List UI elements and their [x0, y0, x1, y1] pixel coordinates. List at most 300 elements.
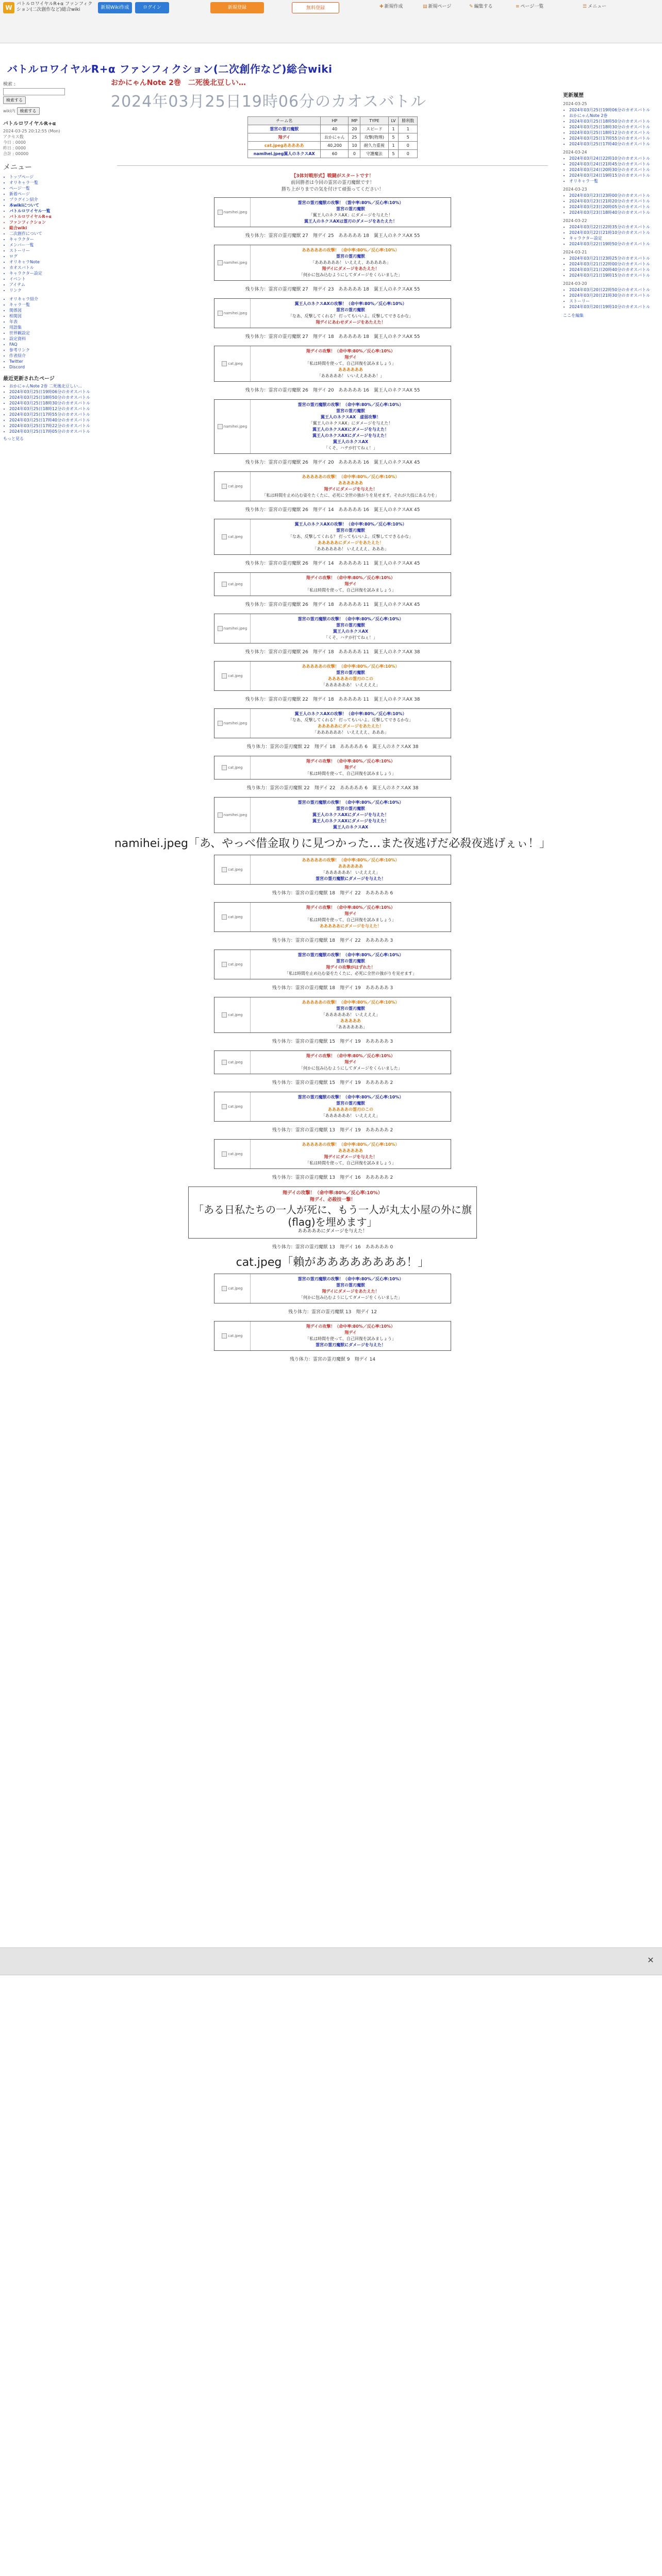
right-sidebar [563, 91, 656, 318]
action-line: 翔デイの攻撃！（命中率:80%／反心率:10%） [306, 1054, 395, 1058]
recent-page-link[interactable]: • 2024年03月25日17時40分のカオスバトル [9, 417, 101, 423]
broken-image-icon [222, 1104, 227, 1109]
recent-page-link[interactable]: • 2024年03月25日19時06分のカオスバトル [9, 389, 101, 395]
action-line: 翼王人のネクスAXにダメージを与えた！ [312, 433, 389, 438]
action-line: 霊宮の霊刃魔獣の攻撃！（命中率:80%／反心率:10%） [297, 953, 404, 957]
turn-status: 残り体力：霊宮の霊刃魔獣 26 翔デイ 14 あああああ 16 翼王人のネクスAX 45 [245, 507, 420, 513]
action-line: 霊宮の霊刃魔獣 [336, 1006, 365, 1011]
action-line: 「なあ、反撃してくれる？ 打ってもいいよ。反撃してできるかな」 [288, 534, 413, 539]
history-group [563, 193, 656, 215]
action-text [251, 1140, 451, 1168]
recent-page-link[interactable]: • 2024年03月25日17時55分のカオスバトル [9, 412, 101, 417]
broken-image-icon [222, 484, 227, 489]
history-date: 2024-03-21 [563, 250, 587, 255]
action-text [251, 662, 451, 690]
character-image [214, 1274, 251, 1303]
character-image [214, 198, 251, 227]
action-line: 翼王人のネクスAX [333, 825, 369, 829]
more-link[interactable]: もっと見る [3, 436, 24, 441]
col-wins: 勝利数 [399, 117, 418, 125]
action-text [251, 1321, 451, 1350]
menu-item[interactable]: • 新着ページ [9, 191, 101, 197]
special-attack-quote: 「ある日私たちの一人が死に、もう一人が丸太小屋の外に旗(flag)を埋めます」 [193, 1204, 472, 1228]
action-text [251, 709, 451, 738]
divider [117, 165, 548, 166]
action-line: あああああの攻撃！（命中率:80%／反心率:10%） [302, 858, 400, 862]
action-line: 霊宮の霊刃魔獣 [336, 959, 365, 963]
history-link[interactable]: • 2024年03月22日19時50分のカオスバトル [569, 241, 656, 247]
action-box [214, 1050, 451, 1074]
table-cell: 5 [388, 150, 399, 158]
table-cell: 1 [399, 125, 418, 133]
history-date: 2024-03-24 [563, 150, 587, 155]
action-text [251, 245, 451, 280]
close-icon[interactable]: ✕ [647, 1955, 654, 1965]
action-line: 翔デイ [344, 911, 357, 916]
sub-menu-list [3, 296, 101, 370]
action-line: 翔デイの攻撃！（命中率:80%／反心率:10%） [306, 349, 395, 353]
action-box [214, 902, 451, 932]
action-text [251, 198, 451, 227]
menu-item[interactable]: • トップページ [9, 174, 101, 180]
action-line: 霊宮の霊刃魔獣 [336, 1101, 365, 1106]
history-link[interactable]: • 2024年03月20日22時50分のカオスバトル [569, 287, 656, 293]
action-line: 霊宮の霊刃魔獣にダメージを与えた！ [316, 1343, 386, 1347]
turn-status: 残り体力：霊宮の霊刃魔獣 18 翔デイ 22 あああああ 3 [272, 938, 393, 943]
action-line: 「ああああああ」 [334, 1025, 367, 1029]
menu-item[interactable]: • イベント [9, 276, 101, 282]
action-line: あああああの攻撃！（命中率:80%／反心率:10%） [302, 664, 400, 669]
character-image [214, 662, 251, 690]
character-image [214, 472, 251, 501]
action-line: 翔デイにダメージを与えた！ [324, 487, 377, 492]
update-history-list [563, 101, 656, 310]
image-alt-text: cat.jpeg [228, 1060, 243, 1064]
history-link[interactable]: • 2024年03月21日19時15分のカオスバトル [569, 273, 656, 278]
recent-page-link[interactable]: • 2024年03月25日18時12分のカオスバトル [9, 406, 101, 412]
menu-menu[interactable]: ☰ メニュー [583, 4, 607, 9]
history-link[interactable]: • 2024年03月20日21時30分のカオスバトル [569, 293, 656, 298]
team-name-cell[interactable]: 霊宮の霊刃魔獣 [248, 125, 321, 133]
turn-status: 残り体力：霊宮の霊刃魔獣 13 翔デイ 16 あああああ 0 [272, 1245, 393, 1250]
start-line-3: 勝ち上がりまでの気を付けて頑張ってください！ [281, 187, 384, 192]
menu-new[interactable]: ✚ 新規作成 [379, 4, 403, 9]
menu-heading: メニュー [3, 163, 32, 172]
site-logo-icon[interactable]: W [3, 2, 14, 13]
table-row [248, 133, 418, 142]
image-alt-text: cat.jpeg [228, 1334, 243, 1338]
action-text [251, 950, 451, 979]
action-text [251, 1092, 451, 1121]
sub-menu-item[interactable]: • 関係図 [9, 308, 101, 313]
action-line: 翔デイの攻撃！（命中率:80%／反心率:10%） [306, 575, 395, 580]
history-group [563, 107, 656, 147]
character-image [214, 1051, 251, 1074]
action-line: 翔デイ [344, 582, 357, 586]
action-text [251, 855, 451, 884]
pencil-icon: ✎ [469, 4, 473, 9]
action-line: 「ああああああ！ いええええ」 [321, 1012, 380, 1017]
menu-page-list[interactable]: ≡ ページ一覧 [516, 4, 544, 9]
history-link[interactable]: • ストーリー [569, 298, 656, 304]
turn-status: 残り体力：霊宮の霊刃魔獣 27 翔デイ 18 あああああ 18 翼王人のネクスAX 55 [245, 334, 420, 340]
main-content [106, 77, 559, 1368]
action-line: 「ああああああ！ いええええ」 [321, 1113, 380, 1118]
action-line: 霊宮の霊刃魔獣 [336, 254, 365, 259]
turn-status: 残り体力：霊宮の霊刃魔獣 27 翔デイ 25 あああああ 18 翼王人のネクスAX 55 [245, 233, 420, 239]
broken-image-icon [222, 673, 227, 679]
broken-image-icon [218, 812, 223, 818]
action-text [251, 903, 451, 931]
ad-overlay-bar [0, 1947, 662, 1975]
menu-item[interactable]: • カオスバトル [9, 265, 101, 270]
team-name-cell[interactable]: cat.jpegあああああ [248, 142, 321, 150]
col-team: チーム名 [248, 117, 321, 125]
broken-image-icon [218, 721, 223, 726]
character-image [214, 1092, 251, 1121]
table-cell: 60 [321, 150, 349, 158]
table-cell: 5 [399, 133, 418, 142]
character-image [214, 245, 251, 280]
action-text [251, 299, 451, 328]
history-link[interactable]: • キャラクター設定 [569, 235, 656, 241]
update-history-heading: 更新履歴 [563, 93, 584, 98]
turn-status: 残り体力：霊宮の霊刃魔獣 18 翔デイ 19 あああああ 3 [272, 986, 393, 991]
action-text [251, 1274, 451, 1303]
action-line: 霊宮の霊刃魔獣 [336, 806, 365, 811]
broken-image-icon [222, 1286, 227, 1291]
team-name-cell[interactable]: 翔デイ [248, 133, 321, 142]
history-link[interactable]: • 2024年03月24日22時10分のカオスバトル [569, 156, 656, 161]
free-register-button[interactable]: 無料登録 [292, 2, 339, 13]
character-image [214, 1321, 251, 1350]
menu-item[interactable]: • ページ一覧 [9, 185, 101, 191]
status-table [247, 116, 418, 158]
action-line: あああああの攻撃！（命中率:80%／反心率:10%） [302, 474, 400, 479]
character-image [214, 709, 251, 738]
action-text [251, 519, 451, 554]
action-box [214, 756, 451, 779]
action-box [214, 1092, 451, 1122]
special-attack-box [188, 1187, 477, 1239]
login-button[interactable]: ログイン [135, 2, 169, 13]
image-alt-text: namihei.jpeg [223, 210, 247, 214]
action-line: 霊宮の霊刃魔獣 [336, 1283, 365, 1287]
action-line: 翼王人のネクスAX 虚弱攻撃！ [320, 415, 381, 419]
menu-item[interactable]: • ファンフィクション [9, 219, 101, 225]
create-wiki-button[interactable]: 新規Wiki作成 [98, 2, 132, 13]
menu-item[interactable]: • バトルロワイヤル一覧 [9, 208, 101, 214]
action-box [214, 399, 451, 454]
access-yesterday: 昨日 : 0000 [3, 146, 26, 150]
action-line: 翔デイの攻撃！（命中率:80%／反心率:10%） [306, 1324, 395, 1329]
action-line: 霊宮の霊刃魔獣の攻撃！（命中率:80%／反心率:10%） [297, 402, 404, 407]
edit-here-link[interactable]: ここを編集 [563, 313, 584, 318]
menu-item[interactable]: • 二次創作について [9, 231, 101, 236]
history-group [563, 287, 656, 310]
sub-menu-item[interactable]: • FAQ [9, 342, 101, 347]
broken-image-icon [218, 260, 223, 265]
character-image [214, 997, 251, 1032]
action-line: あああああにダメージを与えた！ [320, 924, 382, 928]
history-link[interactable]: • 2024年03月23日21時20分のカオスバトル [569, 198, 656, 204]
menu-list [3, 174, 101, 293]
broken-image-icon [218, 311, 223, 316]
action-box [214, 997, 451, 1033]
action-line: 「ああああああ！ いええええ、あああ」 [312, 730, 389, 735]
image-alt-text: cat.jpeg [228, 915, 243, 919]
sub-menu-item[interactable]: • 相関図 [9, 313, 101, 319]
broken-image-icon [222, 867, 227, 872]
menu-item[interactable]: • オリキャラNote [9, 259, 101, 265]
menu-new-page[interactable]: ▤ 新規ページ [423, 4, 452, 9]
table-cell: おかにゃん [321, 133, 349, 142]
history-link[interactable]: • 2024年03月21日22時00分のカオスバトル [569, 261, 656, 267]
action-line: 翔デイの攻撃がはずれた！ [326, 965, 375, 970]
history-link[interactable]: • 2024年03月25日18時30分のカオスバトル [569, 124, 656, 130]
history-link[interactable]: • 2024年03月21日20時40分のカオスバトル [569, 267, 656, 273]
action-line: 翔デイにダメージをあたえた！ [322, 266, 379, 271]
broken-image-icon [222, 1012, 227, 1018]
action-line: 「私は時間を使って、自己回復を試みましょう」 [305, 1161, 396, 1165]
turn-status: 残り体力：霊宮の霊刃魔獣 26 翔デイ 20 あああああ 16 翼王人のネクスAX 55 [245, 388, 420, 393]
turn-status: 残り体力：霊宮の霊刃魔獣 13 翔デイ 19 あああああ 2 [272, 1128, 393, 1133]
action-line: 翼王人のネクスAXにダメージを与えた！ [312, 819, 389, 823]
image-alt-text: cat.jpeg [228, 582, 243, 586]
history-link[interactable]: • 2024年03月22日22時35分のカオスバトル [569, 224, 656, 230]
start-line-1: 【3体対戦形式】戦闘がスタートです！ [291, 174, 374, 179]
menu-item[interactable]: • プラグイン紹介 [9, 197, 101, 202]
action-line: 「私は時間を止め込む姿をたくたに、必死に全世の強がりを見せます。それが大技にある力を」 [262, 493, 439, 498]
col-lv: LV [388, 117, 399, 125]
table-cell: 40 [321, 125, 349, 133]
menu-item[interactable]: • 本wikiについて [9, 202, 101, 208]
history-link[interactable]: • 2024年03月23日20時05分のカオスバトル [569, 204, 656, 210]
menu-item[interactable]: • オリキャラ一覧 [9, 180, 101, 185]
history-link[interactable]: • オリキャラ一覧 [569, 178, 656, 184]
action-line: 「ああああああ！ いええええ」 [321, 683, 380, 687]
image-alt-text: cat.jpeg [228, 484, 243, 488]
broken-image-icon [222, 1060, 227, 1065]
action-box [214, 572, 451, 596]
recent-pages-list [3, 383, 101, 434]
action-line: 「私は時間を使って、自己回復を試みましょう」 [305, 771, 396, 776]
action-line: 「くそ、ハテが打てねぇ！」 [324, 635, 377, 640]
menu-item[interactable]: • アイテム [9, 282, 101, 287]
action-line: 翔デイにダメージを与えた！ [324, 1155, 377, 1159]
menu-item[interactable]: • バトルロワイヤルR+α [9, 214, 101, 219]
menu-item[interactable]: • ストーリー [9, 248, 101, 253]
special-quote: cat.jpeg「賴がああああああああ！」 [236, 1256, 429, 1269]
action-line: あああああの霊刃のこの [328, 676, 373, 681]
history-group [563, 156, 656, 184]
action-line: あああああにダメージをあたえた！ [318, 540, 384, 545]
sub-menu-item[interactable]: • 世界観設定 [9, 330, 101, 336]
history-link[interactable]: • 2024年03月25日17時40分のカオスバトル [569, 141, 656, 147]
history-link[interactable]: • 2024年03月25日18時50分のカオスバトル [569, 118, 656, 124]
turn-status: 残り体力：霊宮の霊刃魔獣 26 翔デイ 18 あああああ 11 翼王人のネクスAX 45 [245, 602, 420, 607]
image-alt-text: cat.jpeg [228, 1013, 243, 1017]
action-line: 翔デイにあわせダメージをあたえた！ [316, 320, 386, 325]
action-line: 「なあ、反撃してくれる？ 打ってもいいよ。反撃してできるかな」 [288, 314, 413, 318]
recent-page-link[interactable]: • 2024年03月25日17時22分のカオスバトル [9, 423, 101, 429]
broken-image-icon [222, 914, 227, 920]
action-line: 「くそ、ハテが打てねぇ！」 [324, 446, 377, 450]
history-link[interactable]: • 2024年03月24日21時45分のカオスバトル [569, 161, 656, 167]
sub-menu-item[interactable]: • 用語集 [9, 325, 101, 330]
action-line: 「翼王人のネクスAX」にダメージを与えた！ [308, 421, 393, 426]
top-bar [0, 0, 662, 43]
broken-image-icon [222, 582, 227, 587]
history-link[interactable]: • 2024年03月25日17時55分のカオスバトル [569, 135, 656, 141]
action-line: 「私は時間を止め込む姿をたくたに、必死に全世の強がりを見せます」 [285, 971, 417, 976]
search-input[interactable] [3, 88, 65, 95]
sub-menu-item[interactable]: • Twitter [9, 359, 101, 364]
table-row [248, 142, 418, 150]
recent-page-link[interactable]: • 2024年03月25日18時50分のカオスバトル [9, 395, 101, 400]
search-button-2[interactable]: 検索する [17, 107, 40, 115]
character-image [214, 299, 251, 328]
access-total: 合計 : 00000 [3, 151, 29, 156]
image-alt-text: cat.jpeg [228, 535, 243, 539]
image-alt-text: cat.jpeg [228, 674, 243, 678]
sub-menu-item[interactable]: • 参考リンク [9, 347, 101, 353]
history-link[interactable]: • 2024年03月20日19時10分のカオスバトル [569, 304, 656, 310]
action-line: 翼王人のネクスAXは霊刃のダメージをあたえた！ [304, 219, 398, 224]
access-count-label: アクセス数 [3, 134, 24, 139]
menu-item[interactable]: • リンク [9, 287, 101, 293]
action-box [214, 708, 451, 738]
updated-date: 2024-03-25 20:12:55 (Mon) [3, 129, 60, 133]
action-line: 翼王人のネクスAXの攻撃！（命中率:80%／反心率:10%） [294, 301, 407, 306]
wiki-title[interactable]: バトルロワイヤルR+α ファンフィクション(二次創作など)総合wiki [7, 63, 333, 75]
recent-page-link[interactable]: • 2024年03月25日18時30分のカオスバトル [9, 400, 101, 406]
table-cell: 耐久力重視 [360, 142, 388, 150]
recent-pages-heading: 最近更新されたページ [3, 376, 55, 382]
sub-menu-item[interactable]: • 年表 [9, 319, 101, 325]
action-text [251, 798, 451, 833]
action-line: 「何かに包み込むようにしてダメージをくらいました」 [299, 273, 402, 277]
history-link[interactable]: • おかにゃんNote 2巻 [569, 113, 656, 118]
turn-status: 残り体力：霊宮の霊刃魔獣 15 翔デイ 19 あああああ 2 [272, 1080, 393, 1086]
table-cell: 1 [388, 142, 399, 150]
broken-image-icon [218, 210, 223, 215]
site-name[interactable]: バトルロワイヤルR+α ファンフィクション(二次創作など)総合wiki [16, 2, 93, 12]
action-line: 「ああああああ！ いええええ」 [321, 870, 380, 875]
menu-item[interactable]: • キャラクター設定 [9, 270, 101, 276]
col-mp: MP [349, 117, 360, 125]
action-line: 「私は時間を使って、自己回復を試みましょう」 [305, 588, 396, 592]
action-box [214, 197, 451, 227]
image-alt-text: namihei.jpeg [223, 721, 247, 725]
menu-item[interactable]: • 総合wiki [9, 225, 101, 231]
action-line: 霊宮の霊刃魔獣にダメージを与えた！ [316, 876, 386, 881]
history-date: 2024-03-25 [563, 101, 587, 106]
menu-edit[interactable]: ✎ 編集する [469, 4, 493, 9]
col-type: TYPE [360, 117, 388, 125]
history-link[interactable]: • 2024年03月25日18時12分のカオスバトル [569, 130, 656, 135]
action-line: 翼王人のネクスAXの攻撃！（命中率:80%／反心率:10%） [294, 711, 407, 716]
turn-status: 残り体力：霊宮の霊刃魔獣 13 翔デイ 16 あああああ 2 [272, 1175, 393, 1180]
search-label: 検索 : [3, 82, 15, 87]
menu-item[interactable]: • ログ [9, 253, 101, 259]
action-text [251, 346, 451, 381]
action-line: 翼王人のネクスAXの攻撃！（命中率:80%／反心率:10%） [294, 522, 407, 527]
action-box [214, 950, 451, 979]
image-alt-text: cat.jpeg [228, 362, 243, 366]
action-line: 霊宮の霊刃魔獣 [336, 623, 365, 628]
action-line: 霊宮の霊刃魔獣の攻撃！（命中率:80%／反心率:10%） [297, 1277, 404, 1281]
sub-menu-item[interactable]: • キャラ一覧 [9, 302, 101, 308]
history-link[interactable]: • 2024年03月23日18時40分のカオスバトル [569, 210, 656, 215]
action-text [251, 614, 451, 643]
history-link[interactable]: • 2024年03月22日21時10分のカオスバトル [569, 230, 656, 235]
history-date: 2024-03-22 [563, 218, 587, 223]
action-line: 霊宮の霊刃魔獣の攻撃！（霊中率:80%／反心率:10%） [297, 200, 404, 205]
character-image [214, 346, 251, 381]
action-box [214, 1139, 451, 1169]
action-box [214, 1274, 451, 1303]
broken-image-icon [222, 1151, 227, 1157]
action-line: 霊宮の霊刃魔獣 [336, 207, 365, 211]
turn-status: 残り体力：霊宮の霊刃魔獣 22 翔デイ 22 あああああ 6 翼王人のネクスAX 38 [246, 786, 419, 791]
action-line: ああああああ [338, 367, 363, 372]
search-scope-select[interactable]: wiki内 [3, 109, 15, 113]
history-link[interactable]: • 2024年03月25日19時06分のカオスバトル [569, 107, 656, 113]
action-line: 翔デイ [344, 1060, 357, 1064]
action-line: 霊宮の霊刃魔獣 [336, 528, 365, 533]
action-line: 霊宮の霊刃魔獣 [336, 670, 365, 675]
sub-menu-item[interactable]: • 設定資料 [9, 336, 101, 342]
image-alt-text: namihei.jpeg [223, 425, 247, 429]
history-date: 2024-03-23 [563, 187, 587, 192]
menu-item[interactable]: • キャラクター [9, 236, 101, 242]
history-link[interactable]: • 2024年03月24日19時15分のカオスバトル [569, 173, 656, 178]
sub-menu-item[interactable]: • オリキャラ紹介 [9, 296, 101, 302]
action-line: あああああの攻撃！（命中率:80%／反心率:10%） [302, 248, 400, 252]
action-line: ああああああ [338, 1148, 363, 1153]
action-box [214, 519, 451, 555]
action-text [251, 400, 451, 453]
action-box [214, 298, 451, 328]
table-cell: 5 [388, 133, 399, 142]
character-image [214, 614, 251, 643]
battle-log [106, 197, 559, 1363]
action-line: あああああの攻撃！（命中率:80%／反心率:10%） [302, 1000, 400, 1005]
menu-item[interactable]: • メンバー一覧 [9, 242, 101, 248]
left-sidebar [3, 80, 101, 442]
sub-menu-item[interactable]: • Discord [9, 364, 101, 370]
team-name-cell[interactable]: namihei.jpeg翼人のネクスAX [248, 150, 321, 158]
special-attack-line: 翔デイの攻撃！（命中率:80%／反心率:10%） [283, 1191, 383, 1196]
turn-status: 残り体力：霊宮の霊刃魔獣 18 翔デイ 22 あああああ 6 [272, 891, 393, 896]
history-link[interactable]: • 2024年03月21日23時25分のカオスバトル [569, 256, 656, 261]
search-button[interactable]: 検索する [3, 96, 26, 104]
access-today: 今日 : 0000 [3, 140, 26, 145]
history-link[interactable]: • 2024年03月23日23時00分のカオスバトル [569, 193, 656, 198]
turn-status: 残り体力：霊宮の霊刃魔獣 9 翔デイ 14 [289, 1357, 376, 1362]
register-button[interactable]: 新規登録 [210, 2, 264, 13]
list-icon: ≡ [516, 4, 520, 9]
action-line: あああああの攻撃！（命中率:80%／反心率:10%） [302, 1142, 400, 1147]
history-date: 2024-03-20 [563, 281, 587, 286]
sub-menu-item[interactable]: • 作者紹介 [9, 353, 101, 359]
history-link[interactable]: • 2024年03月24日20時30分のカオスバトル [569, 167, 656, 173]
recent-page-link[interactable]: • おかにゃんNote 2巻 二死後北豆しい… [9, 383, 101, 389]
table-cell: 守護魔法 [360, 150, 388, 158]
recent-page-link[interactable]: • 2024年03月25日17時05分のカオスバトル [9, 429, 101, 434]
action-box [214, 471, 451, 501]
